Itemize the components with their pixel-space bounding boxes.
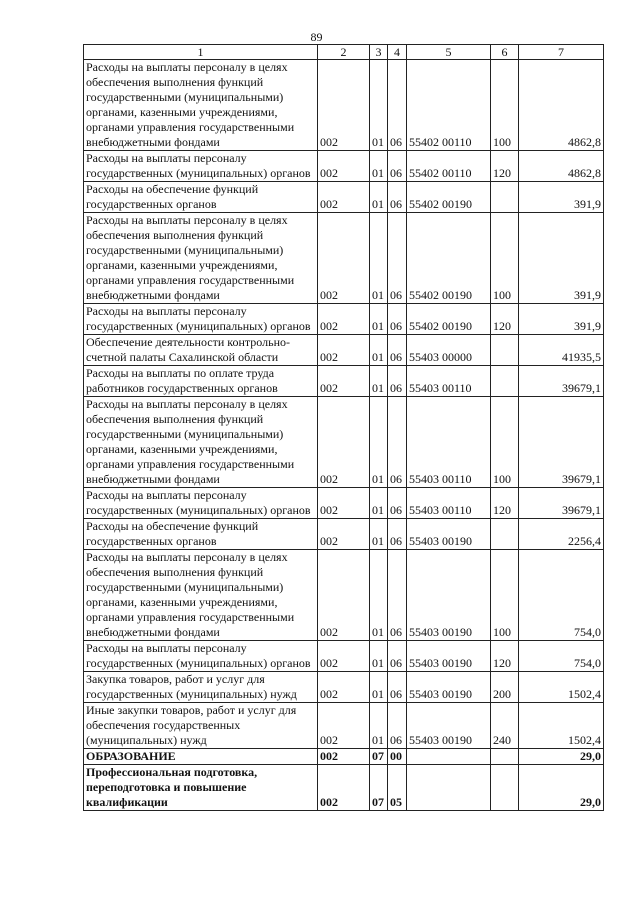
- gov-code-cell: 002: [318, 397, 370, 488]
- amount-cell: 391,9: [519, 182, 604, 213]
- column-header: 2: [318, 45, 370, 60]
- subsection-cell: 06: [388, 550, 407, 641]
- gov-code-cell: 002: [318, 60, 370, 151]
- table-row: [84, 703, 604, 749]
- target-article-cell: 55403 00190: [407, 672, 491, 703]
- target-article-cell: 55403 00190: [407, 641, 491, 672]
- table-row: [84, 641, 604, 672]
- expense-type-cell: 240: [491, 703, 519, 749]
- section-cell: 01: [370, 550, 388, 641]
- section-cell: 01: [370, 335, 388, 366]
- section-cell: 01: [370, 182, 388, 213]
- amount-cell: 391,9: [519, 304, 604, 335]
- column-header: 6: [491, 45, 519, 60]
- amount-cell: 754,0: [519, 641, 604, 672]
- table-row: [84, 488, 604, 519]
- gov-code-cell: 002: [318, 213, 370, 304]
- section-cell: 01: [370, 151, 388, 182]
- row-name: Закупка товаров, работ и услуг для государственных (муниципальных) нужд: [84, 672, 318, 703]
- row-name: Расходы на выплаты по оплате труда работников государственных органов: [84, 366, 318, 397]
- column-header: 1: [84, 45, 318, 60]
- amount-cell: 29,0: [519, 749, 604, 765]
- target-article-cell: 55403 00190: [407, 703, 491, 749]
- amount-cell: 41935,5: [519, 335, 604, 366]
- amount-cell: 1502,4: [519, 672, 604, 703]
- section-cell: 01: [370, 641, 388, 672]
- row-name: Расходы на выплаты персоналу в целях обеспечения выполнения функций государственными (муниципальными) органами, казенными учреждениями, органами управления государственными внебюджетными фондами: [84, 60, 318, 151]
- subsection-cell: 06: [388, 703, 407, 749]
- subsection-cell: 06: [388, 672, 407, 703]
- subsection-cell: 00: [388, 749, 407, 765]
- gov-code-cell: 002: [318, 519, 370, 550]
- budget-table: [83, 44, 604, 811]
- subsection-cell: 06: [388, 304, 407, 335]
- expense-type-cell: [491, 366, 519, 397]
- expense-type-cell: 100: [491, 213, 519, 304]
- section-cell: 01: [370, 304, 388, 335]
- target-article-cell: 55402 00190: [407, 182, 491, 213]
- amount-cell: 2256,4: [519, 519, 604, 550]
- expense-type-cell: 100: [491, 397, 519, 488]
- row-name: Расходы на выплаты персоналу государственных (муниципальных) органов: [84, 304, 318, 335]
- target-article-cell: 55402 00190: [407, 213, 491, 304]
- expense-type-cell: [491, 765, 519, 811]
- gov-code-cell: 002: [318, 182, 370, 213]
- section-cell: 01: [370, 672, 388, 703]
- row-name: Расходы на обеспечение функций государственных органов: [84, 519, 318, 550]
- section-cell: 01: [370, 488, 388, 519]
- section-cell: 07: [370, 765, 388, 811]
- subsection-cell: 05: [388, 765, 407, 811]
- section-cell: 07: [370, 749, 388, 765]
- row-name: Расходы на обеспечение функций государственных органов: [84, 182, 318, 213]
- row-name: Расходы на выплаты персоналу государственных (муниципальных) органов: [84, 488, 318, 519]
- section-cell: 01: [370, 60, 388, 151]
- table-row: [84, 366, 604, 397]
- target-article-cell: [407, 749, 491, 765]
- column-header: 3: [370, 45, 388, 60]
- row-name: Расходы на выплаты персоналу государственных (муниципальных) органов: [84, 151, 318, 182]
- subsection-cell: 06: [388, 519, 407, 550]
- table-row: [84, 519, 604, 550]
- subsection-cell: 06: [388, 151, 407, 182]
- page-number: 89: [310, 30, 323, 44]
- expense-type-cell: 120: [491, 488, 519, 519]
- gov-code-cell: 002: [318, 151, 370, 182]
- table-row: [84, 182, 604, 213]
- target-article-cell: 55403 00190: [407, 550, 491, 641]
- subsection-cell: 06: [388, 366, 407, 397]
- gov-code-cell: 002: [318, 488, 370, 519]
- amount-cell: 39679,1: [519, 366, 604, 397]
- target-article-cell: 55403 00110: [407, 397, 491, 488]
- expense-type-cell: 120: [491, 641, 519, 672]
- expense-type-cell: [491, 519, 519, 550]
- expense-type-cell: 100: [491, 550, 519, 641]
- target-article-cell: 55402 00190: [407, 304, 491, 335]
- table-row: [84, 672, 604, 703]
- expense-type-cell: [491, 335, 519, 366]
- target-article-cell: 55402 00110: [407, 60, 491, 151]
- row-name: Профессиональная подготовка, переподготовка и повышение квалификации: [84, 765, 318, 811]
- table-row: [84, 765, 604, 811]
- expense-type-cell: 100: [491, 60, 519, 151]
- gov-code-cell: 002: [318, 366, 370, 397]
- column-header: 7: [519, 45, 604, 60]
- target-article-cell: 55403 00190: [407, 519, 491, 550]
- target-article-cell: 55403 00110: [407, 488, 491, 519]
- row-name: Иные закупки товаров, работ и услуг для обеспечения государственных (муниципальных) нужд: [84, 703, 318, 749]
- subsection-cell: 06: [388, 60, 407, 151]
- target-article-cell: 55402 00110: [407, 151, 491, 182]
- gov-code-cell: 002: [318, 765, 370, 811]
- target-article-cell: [407, 765, 491, 811]
- section-cell: 01: [370, 366, 388, 397]
- table-row: [84, 151, 604, 182]
- row-name: Обеспечение деятельности контрольно-счетной палаты Сахалинской области: [84, 335, 318, 366]
- section-cell: 01: [370, 519, 388, 550]
- subsection-cell: 06: [388, 488, 407, 519]
- subsection-cell: 06: [388, 335, 407, 366]
- column-header: 5: [407, 45, 491, 60]
- amount-cell: 391,9: [519, 213, 604, 304]
- section-cell: 01: [370, 703, 388, 749]
- gov-code-cell: 002: [318, 335, 370, 366]
- header-row: [84, 45, 604, 60]
- row-name: Расходы на выплаты персоналу в целях обеспечения выполнения функций государственными (муниципальными) органами, казенными учреждениями, органами управления государственными внебюджетными фондами: [84, 550, 318, 641]
- gov-code-cell: 002: [318, 703, 370, 749]
- section-cell: 01: [370, 397, 388, 488]
- section-cell: 01: [370, 213, 388, 304]
- subsection-cell: 06: [388, 213, 407, 304]
- gov-code-cell: 002: [318, 641, 370, 672]
- table-row: [84, 60, 604, 151]
- table-row: [84, 335, 604, 366]
- amount-cell: 39679,1: [519, 397, 604, 488]
- table-row: [84, 304, 604, 335]
- gov-code-cell: 002: [318, 550, 370, 641]
- subsection-cell: 06: [388, 397, 407, 488]
- table-row: [84, 550, 604, 641]
- subsection-cell: 06: [388, 641, 407, 672]
- row-name: Расходы на выплаты персоналу в целях обеспечения выполнения функций государственными (муниципальными) органами, казенными учреждениями, органами управления государственными внебюджетными фондами: [84, 213, 318, 304]
- expense-type-cell: 200: [491, 672, 519, 703]
- expense-type-cell: 120: [491, 304, 519, 335]
- column-header: 4: [388, 45, 407, 60]
- amount-cell: 754,0: [519, 550, 604, 641]
- table-row: [84, 213, 604, 304]
- gov-code-cell: 002: [318, 672, 370, 703]
- amount-cell: 39679,1: [519, 488, 604, 519]
- target-article-cell: 55403 00000: [407, 335, 491, 366]
- table-row: [84, 749, 604, 765]
- row-name: Расходы на выплаты персоналу государственных (муниципальных) органов: [84, 641, 318, 672]
- amount-cell: 29,0: [519, 765, 604, 811]
- expense-type-cell: 120: [491, 151, 519, 182]
- amount-cell: 4862,8: [519, 151, 604, 182]
- expense-type-cell: [491, 749, 519, 765]
- table-row: [84, 397, 604, 488]
- gov-code-cell: 002: [318, 304, 370, 335]
- subsection-cell: 06: [388, 182, 407, 213]
- amount-cell: 1502,4: [519, 703, 604, 749]
- gov-code-cell: 002: [318, 749, 370, 765]
- row-name: Расходы на выплаты персоналу в целях обеспечения выполнения функций государственными (муниципальными) органами, казенными учреждениями, органами управления государственными внебюджетными фондами: [84, 397, 318, 488]
- target-article-cell: 55403 00110: [407, 366, 491, 397]
- amount-cell: 4862,8: [519, 60, 604, 151]
- expense-type-cell: [491, 182, 519, 213]
- row-name: ОБРАЗОВАНИЕ: [84, 749, 318, 765]
